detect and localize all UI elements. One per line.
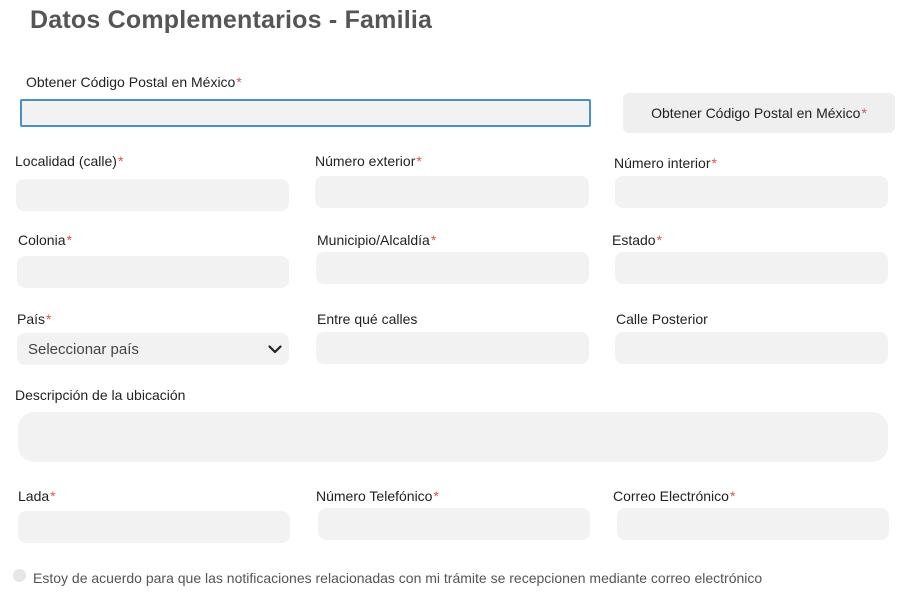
numero-interior-label: Número interior* xyxy=(614,155,717,171)
chevron-down-icon xyxy=(267,341,283,357)
lada-label: Lada* xyxy=(18,488,56,504)
calle-posterior-label: Calle Posterior xyxy=(616,311,708,327)
postal-code-input[interactable] xyxy=(20,99,591,127)
get-postal-code-button[interactable]: Obtener Código Postal en México * xyxy=(623,93,895,133)
consent-text: Estoy de acuerdo para que las notificaciones relacionadas con mi trámite se recepcionen mediante correo electrónico xyxy=(33,570,763,586)
consent-radio[interactable] xyxy=(13,569,26,582)
pais-select-value: Seleccionar país xyxy=(28,340,139,358)
entre-calles-label: Entre qué calles xyxy=(317,311,418,327)
estado-input[interactable] xyxy=(615,252,888,284)
calle-posterior-input[interactable] xyxy=(615,332,888,364)
numero-exterior-input[interactable] xyxy=(315,176,589,208)
entre-calles-input[interactable] xyxy=(316,332,589,364)
postal-code-label: Obtener Código Postal en México* xyxy=(26,74,242,90)
numero-telefonico-label: Número Telefónico* xyxy=(316,488,439,504)
estado-label: Estado* xyxy=(612,232,663,248)
correo-label: Correo Electrónico* xyxy=(613,488,736,504)
numero-interior-input[interactable] xyxy=(615,176,888,208)
municipio-input[interactable] xyxy=(316,252,589,284)
pais-label: País* xyxy=(17,311,52,327)
colonia-label: Colonia* xyxy=(18,232,72,248)
municipio-label: Municipio/Alcaldía* xyxy=(317,232,437,248)
colonia-input[interactable] xyxy=(17,256,289,288)
localidad-label: Localidad (calle)* xyxy=(15,153,124,169)
localidad-input[interactable] xyxy=(16,179,289,211)
numero-exterior-label: Número exterior* xyxy=(315,153,422,169)
correo-input[interactable] xyxy=(617,508,889,540)
descripcion-label: Descripción de la ubicación xyxy=(15,387,186,403)
numero-telefonico-input[interactable] xyxy=(318,508,590,540)
lada-input[interactable] xyxy=(18,511,290,543)
descripcion-textarea[interactable] xyxy=(18,412,888,462)
pais-select[interactable] xyxy=(17,333,289,365)
page-title: Datos Complementarios - Familia xyxy=(30,6,433,34)
